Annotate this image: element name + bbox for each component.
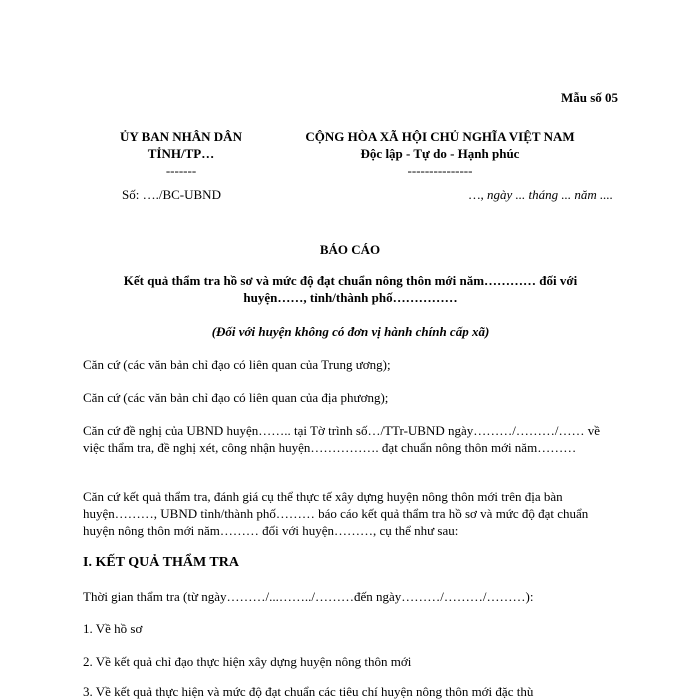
item-1: 1. Về hồ sơ — [83, 621, 143, 636]
basis-paragraph-3: Căn cứ đề nghị của UBND huyện…….. tại Tờ trình số…/TTr-UBND ngày………/………/…… về việc thẩm tra, đề nghị xét, công nhận huyện……………. đạt chuẩn nông thôn mới năm……… — [83, 423, 601, 455]
basis-paragraph-4: Căn cứ kết quả thẩm tra, đánh giá cụ thể thực tế xây dựng huyện nông thôn mới trên địa bàn huyện………, UBND tỉnh/thành phố……… báo cáo kết quả thẩm tra hồ sơ và mức độ đạt chuẩn huyện nông thôn mới năm……… đối với huyện………, cụ thể như sau: — [83, 489, 589, 538]
scope-note: (Đối với huyện không có đơn vị hành chính cấp xã) — [211, 324, 490, 339]
agency-divider: ------- — [165, 163, 197, 178]
national-motto: Độc lập - Tự do - Hạnh phúc — [360, 146, 520, 161]
item-3: 3. Về kết quả thực hiện và mức độ đạt chuẩn các tiêu chí huyện nông thôn mới đặc thù — [83, 684, 534, 699]
national-title: CỘNG HÒA XÃ HỘI CHỦ NGHĨA VIỆT NAM — [305, 129, 575, 144]
section-1-heading: I. KẾT QUẢ THẨM TRA — [83, 555, 239, 570]
agency-province: TỈNH/TP… — [147, 146, 215, 161]
motto-divider: --------------- — [407, 163, 473, 178]
report-subtitle-line2: huyện……, tỉnh/thành phố…………… — [243, 290, 458, 305]
basis-paragraph-2: Căn cứ (các văn bản chỉ đạo có liên quan của địa phương); — [83, 390, 389, 405]
report-subtitle-line1: Kết quả thẩm tra hồ sơ và mức độ đạt chuẩn nông thôn mới năm………… đối với — [123, 273, 578, 288]
form-number: Mẫu số 05 — [560, 90, 618, 105]
item-2: 2. Về kết quả chỉ đạo thực hiện xây dựng huyện nông thôn mới — [83, 654, 412, 669]
inspection-time-line: Thời gian thẩm tra (từ ngày………/...……../………đến ngày………/………/………): — [83, 589, 534, 604]
document-date: …, ngày ... tháng ... năm .... — [468, 187, 613, 202]
document-number: Số: …./BC-UBND — [122, 187, 221, 202]
report-title: BÁO CÁO — [319, 242, 381, 257]
basis-paragraph-1: Căn cứ (các văn bản chỉ đạo có liên quan của Trung ương); — [83, 357, 391, 372]
agency-name: ỦY BAN NHÂN DÂN — [120, 129, 242, 144]
